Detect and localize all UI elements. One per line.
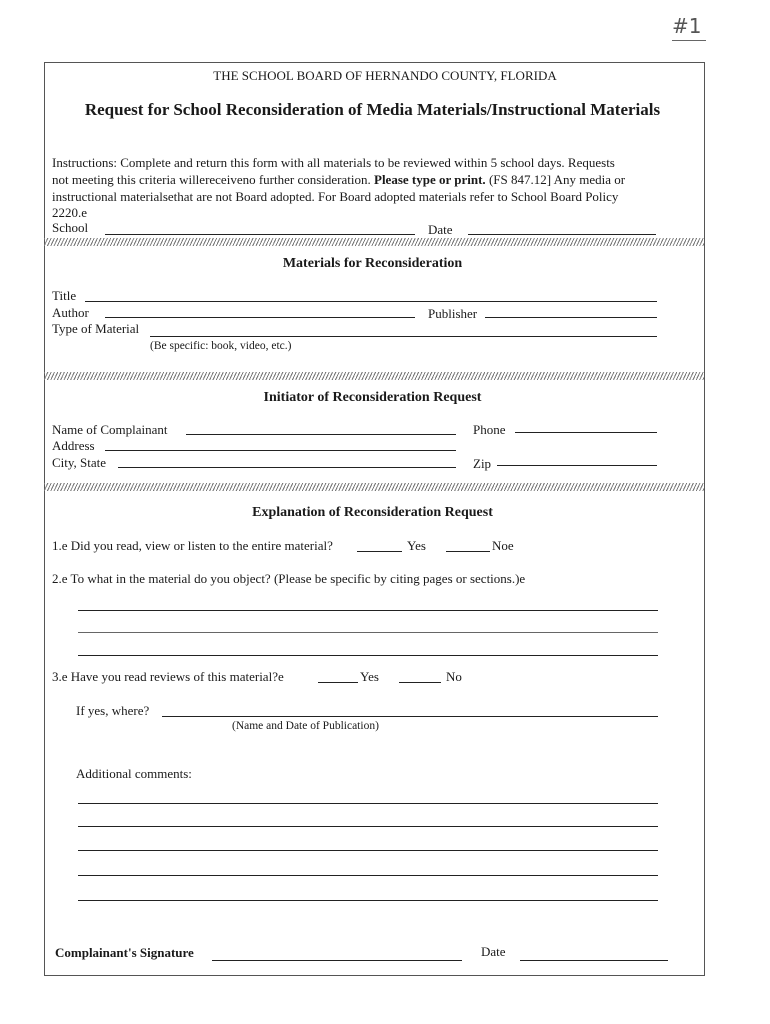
type-of-material-hint: (Be specific: book, video, etc.)	[150, 340, 292, 352]
city-state-field[interactable]	[118, 467, 456, 468]
instructions-type-or-print: Please type or print.	[374, 172, 486, 187]
author-label: Author	[52, 305, 89, 320]
q2-answer-line-3[interactable]	[78, 655, 658, 656]
date-label: Date	[428, 222, 453, 237]
q3-yes-blank[interactable]	[318, 682, 358, 683]
phone-label: Phone	[473, 422, 506, 437]
city-state-label: City, State	[52, 455, 107, 470]
school-field[interactable]	[105, 234, 415, 235]
complainant-name-field[interactable]	[186, 434, 456, 435]
question-1: 1.e Did you read, view or listen to the entire material?	[52, 538, 333, 553]
where-label: If yes, where?	[76, 703, 150, 718]
instructions-line-2	[52, 172, 625, 188]
instructions-line-1: Instructions: Complete and return this form with all materials to be reviewed within 5 school days. Requests	[52, 155, 615, 170]
section-divider	[44, 483, 704, 491]
signature-label: Complainant's Signature	[55, 945, 194, 960]
q3-yes-label: Yes	[360, 669, 379, 684]
phone-field[interactable]	[515, 432, 657, 433]
additional-comments-label: Additional comments:	[76, 766, 192, 781]
signature-date-field[interactable]	[520, 960, 668, 961]
form-title: Request for School Reconsideration of Media Materials/Instructional Materials	[84, 100, 661, 119]
initiator-heading: Initiator of Reconsideration Request	[263, 390, 482, 405]
comments-line-4[interactable]	[78, 875, 658, 876]
comments-line-1[interactable]	[78, 803, 658, 804]
materials-heading: Materials for Reconsideration	[282, 256, 463, 271]
address-label: Address	[52, 438, 95, 453]
address-field[interactable]	[105, 450, 456, 451]
school-label: School	[52, 220, 89, 235]
publisher-field[interactable]	[485, 317, 657, 318]
question-2: 2.e To what in the material do you object? (Please be specific by citing pages or sections.)e	[52, 571, 526, 586]
instructions-line-2c: (FS 847.12] Any media or	[488, 172, 626, 187]
page-mark-underline	[672, 40, 706, 41]
title-label: Title	[52, 288, 77, 303]
signature-date-label: Date	[481, 944, 506, 959]
explanation-heading: Explanation of Reconsideration Request	[252, 505, 493, 520]
type-of-material-field[interactable]	[150, 336, 657, 337]
type-of-material-label: Type of Material	[52, 321, 140, 336]
comments-line-5[interactable]	[78, 900, 658, 901]
comments-line-3[interactable]	[78, 850, 658, 851]
instructions-line-3: instructional materialsethat are not Board adopted. For Board adopted materials refer to School Board Policy	[52, 189, 619, 204]
page-number-mark: #1	[672, 14, 702, 38]
instructions-line-4: 2220.e	[52, 205, 88, 220]
title-field[interactable]	[85, 301, 657, 302]
section-divider	[44, 238, 704, 246]
q1-yes-blank[interactable]	[357, 551, 402, 552]
q2-answer-line-2[interactable]	[78, 632, 658, 633]
question-3: 3.e Have you read reviews of this material?e	[52, 669, 284, 684]
complainant-name-label: Name of Complainant	[52, 422, 168, 437]
instructions-line-2a: not meeting this criteria willereceiveno further consideration.	[52, 172, 371, 187]
q1-yes-label: Yes	[407, 538, 426, 553]
zip-label: Zip	[473, 456, 492, 471]
board-name: THE SCHOOL BOARD OF HERNANDO COUNTY, FLORIDA	[213, 68, 557, 83]
date-field[interactable]	[468, 234, 656, 235]
q1-no-label: Noe	[492, 538, 514, 553]
q2-answer-line-1[interactable]	[78, 610, 658, 611]
where-hint: (Name and Date of Publication)	[232, 720, 379, 732]
signature-field[interactable]	[212, 960, 462, 961]
q1-no-blank[interactable]	[446, 551, 490, 552]
section-divider	[44, 372, 704, 380]
q3-no-blank[interactable]	[399, 682, 441, 683]
comments-line-2[interactable]	[78, 826, 658, 827]
zip-field[interactable]	[497, 465, 657, 466]
publisher-label: Publisher	[428, 306, 478, 321]
author-field[interactable]	[105, 317, 415, 318]
q3-no-label: No	[446, 669, 462, 684]
where-field[interactable]	[162, 716, 658, 717]
